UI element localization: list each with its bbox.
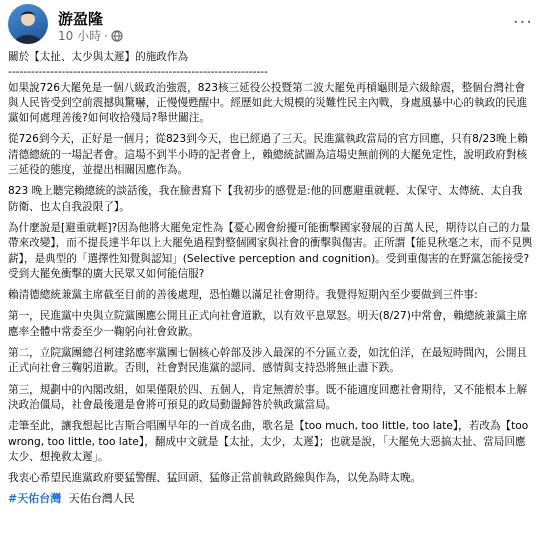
paragraph: 賴清德總統兼黨主席截至目前的善後處理，恐怕難以滿足社會期待。我覺得短期內至少要做到三件事: <box>8 289 478 302</box>
post-body <box>8 50 533 507</box>
paragraph: 如果說726大罷免是一個八級政治強震，823核三延役公投暨第二波大罷免再槓龜則是六級餘震，整個台灣社會與人民皆受到空前震撼與驚嚇，正慢慢甦醒中。經歷如此大規模的災難性民主內戰，身處風暴中心的執政的民進黨如何處理善後?如何收拾殘局?舉世關注。 <box>8 81 528 125</box>
paragraph: 走筆至此，讓我想起比吉斯合唱團早年的一首成名曲，歌名是【too much, too little, too late】，若改為【too wrong, too little, too late】，翻成中文就是【太扯，太少，太遲】；也就是說，「大罷免大惡搞太扯、當局回應太少、想挽救太遲」。 <box>8 420 529 463</box>
post-divider: -------------------------------------------------------------------- <box>8 66 268 79</box>
post-time[interactable]: 10 小時 <box>58 29 102 43</box>
post-header <box>8 4 537 44</box>
paragraph: 第二，立院黨團總召柯建銘應率黨團七個核心幹部及涉入最深的不分區立委，如沈伯洋，在最短時間內，公開且正式向社會三鞠躬道歉。否則，社會對民進黨的認同、感情與支持恐將無止盡下跌。 <box>8 347 528 375</box>
paragraph: 第一，民進黨中央與立院黨團應公開且正式向社會道歉，以有效平息眾怒。明天(8/27)中常會，賴總統兼黨主席應率全體中常委至少一鞠躬向社會致歉。 <box>8 310 528 338</box>
hashtag-line <box>8 491 533 506</box>
globe-icon <box>111 30 123 42</box>
paragraph: 為什麼說是[避重就輕]?因為他將大罷免定性為【憂心國會紛擾可能衝擊國家發展的百萬人民，期待以自己的力量帶來改變】，而不提長達半年以上大罷免過程對整個國家與社會的衝擊與傷害。正所謂【能見秋毫之末，而不見輿薪】，是典型的「選擇性知覺與認知」(Selective perception and cognition)。受到重傷害的在野黨怎能接受?受到大罷免衝擊的廣大民眾又如何能信服? <box>8 221 533 280</box>
paragraph: 從726到今天，正好是一個月；從823到今天，也已經過了三天。民進黨執政當局的官方回應，只有8/23晚上賴清德總統的一場記者會。這場不到半小時的記者會上，賴總統試圖為這場史無前例的大罷免定性，說明政府對核三延役的態度，並提出相關因應作為。 <box>8 133 528 177</box>
author-name[interactable]: 游盈隆 <box>58 10 104 28</box>
paragraph: 我衷心希望民進黨政府要猛警醒、猛回頭、猛修正當前執政路線與作為，以免為時太晚。 <box>8 472 422 485</box>
post-title: 關於【太扯、太少與太遲】的施政作為 <box>8 51 189 63</box>
paragraph: 823 晚上聽完賴總統的談話後，我在臉書寫下【我初步的感覺是:他的回應避重就輕、太保守、太傳統、太自我防衛、也太自我設限了】。 <box>8 185 523 213</box>
paragraph: 第三，規劃中的內閣改組，如果僅限於四、五個人，肯定無濟於事。既不能適度回應社會期待，又不能根本上解決政治僵局，社會最後還是會將可預見的政局動盪歸咎於執政黨當局。 <box>8 383 528 411</box>
more-options-icon[interactable]: ··· <box>512 12 533 33</box>
author-avatar[interactable] <box>8 4 48 44</box>
post-meta <box>58 27 123 44</box>
hashtag-link[interactable]: #天佑台灣 <box>8 492 62 506</box>
hashtag-text: 天佑台灣人民 <box>68 492 135 506</box>
meta-separator: · <box>104 28 108 43</box>
